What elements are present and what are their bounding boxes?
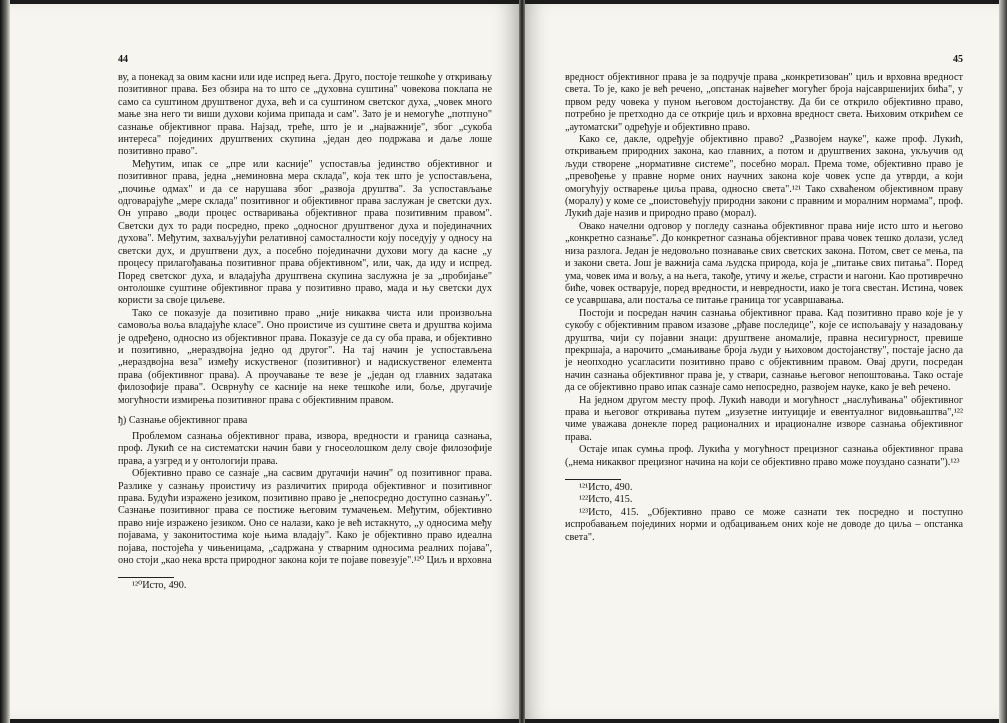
paragraph: ву, а понекад за овим касни или иде испред њега. Друго, постоје тешкоће у откривању позитивног права. Без обзира на то што се „духовна суштина" човекова поклапа не само са суштином друштвеног духа, већ и са суштином светског духа, „човек много мање зна него ти виши духови којима припада и сам". Зато је и немогуће „потпуно" сазнање објективног права. Најзад, треће, што је и „најважније", због „сукоба интереса" појединих друштвених скупина „један део подржава и даље лоше позитивно право". — [118, 72, 493, 158]
paragraph: Тако се показује да позитивно право „није никаква чиста или произвољна самовоља воља владајуће класе". Оно проистиче из суштине света и друштва којима је одређено, односно из објективног права. Показује се да су оба права, и објективно и позитивно, „нераздвојна једно од другог". На тај начин је успостављена „нераздвојна веза" између искуственог (позитивног) и надискуственог елемента права (објективног права). А проучавање те везе је „један од главних задатака филозофије права". Осврнућу се касније на неке тешкоће или, боље, другачије могућности измирења позитивног права с објективним правом. — [118, 307, 492, 406]
right-page — [525, 4, 999, 719]
paragraph: вредност објективног права је за подручје права „конкретизован" циљ и врховна вредност света. То је, како је већ речено, „опстанак највећег могућег броја најсавршенијих бића", у првом реду човека у пуном његовом достојанству. Да би се открило објективно право, потребно је претходно да се открије циљ и врховна вредност света. Њиховим открићем се „аутоматски" одређује и објективно право. — [565, 72, 963, 133]
footnote-rule — [118, 577, 174, 578]
left-page — [10, 4, 519, 719]
page-number: 45 — [953, 54, 963, 65]
book-edge-right — [999, 0, 1007, 723]
paragraph: На једном другом месту проф. Лукић наводи и могућност „наслућивања" објективног права и његовог откривања путем „изузетне интуиције и евентуалног видовњаштва",¹²² чиме уважава донекле поред рационалних и ирационалне изворе сазнања објективног права. — [565, 394, 963, 443]
section-heading: ђ) Сазнање објективног права — [118, 414, 248, 426]
footnote: ¹²²Исто, 415. — [579, 494, 633, 506]
book-edge-left — [0, 0, 10, 723]
paragraph: Како се, дакле, одређује објективно право? „Развојем науке", каже проф. Лукић, откривањем природних закона, као главних, а потом и друштвених закона, укључив од људи створене „нормативне системе", посебно морал. Према томе, објективно право је „превођење у правне норме оних научних закона које човек успе да утврди, а који омогућују остварење циља права, односно света".¹²¹ Тако схваћеном објективном праву (моралу) у коме се „поистовећују природни закони с правним и моралним нормама", проф. Лукић даје назив и природно право (морал). — [565, 134, 963, 220]
paragraph: Објективно право се сазнаје „на сасвим другачији начин" од позитивног права. Разлике у сазнању проистичу из различитих природа објективног и позитивног права. Будући изражено језиком, позитивно право је „непосредно доступно сазнању". Сазнање позитивног права се постиже његовим тумачењем. Међутим, објективно право није изражено језиком. Оно се налази, како је већ истакнуто, „у односима међу појавама, у законитостима које њима владају". Како је објективно право идеална појава, постојећа у чињеницама, „садржана у стварним односима реалних појава", оно стоји „као нека врста природног закона који те појаве повезује".¹²⁰ Циљ и врховна — [118, 468, 492, 567]
right-page-body — [565, 72, 963, 544]
footnote: ¹²⁰Исто, 490. — [132, 580, 187, 592]
page-number: 44 — [118, 54, 128, 65]
paragraph: Међутим, ипак се „пре или касније" успоставља јединство објективног и позитивног права, једна „неминовна мера склада", која тек што је успостављена, „почиње одмах" и да се нарушава због „развоја друштва". За успостављање одговарајуће „мере склада" позитивног и објективног права заслужан је светски дух. Он управо „води процес остваривања објективног права позитивним правом". Светски дух то ради посредно, преко „односног друштвеног духа и појединачних духова". Међутим, захваљујући релативној самосталности коју поседују у односу на светски дух, и друштвени дух, а посебно појединачни духови могу да касне „у процесу прилагођавања позитивног права објективном", или, чак, да иду и испред. Поред светског духа, и владајућа друштвена скупина заслужна је за „пробијање" онтолошке суштине објективног права у позитивно право, мада и њу светски дух користи за своје циљеве. — [118, 158, 492, 307]
footnote: ¹²³Исто, 415. „Објективно право се може сазнати тек посредно и поступно испробавањем појединих норми и одбацивањем оних које не доводе до циља – опстанка света". — [565, 506, 963, 543]
left-page-body — [118, 72, 492, 593]
paragraph: Остаје ипак сумња проф. Лукића у могућност прецизног сазнања објективног права („нема никаквог прецизног начина на који се објективно право може поуздано сазнати").¹²³ — [565, 444, 963, 468]
paragraph: Овако начелни одговор у погледу сазнања објективног права није исто што и његово „конкретно сазнање". До конкретног сазнања објективног права човек тешко долази, услед низа разлога. Један је недовољно познавање свих светских закона. Потом, свет се мења, па и закони света. Још је важнија сама људска природа, која је „питање свих питања". Поред ума, човек има и вољу, а на њега, такође, утичу и жеље, страсти и нагони. Као противречно биће, човек остварује, поред вредности, и невредности, иако је тога свестан. Истина, човек се усавршава, али постаља се питање граница тог усавршавања. — [565, 220, 963, 307]
footnote-rule — [565, 479, 621, 480]
paragraph: Постоји и посредан начин сазнања објективног права. Кад позитивно право које је у сукобу с објективним правом изазове „рђаве последице", које се испољавају у назадовању друштва, чији су појавни знаци: друштвене аномалије, правна несигурност, превише прекршаја, а нарочито „смањивање броја људи у њиховом достојанству", постаје јасно да је неопходно усагласити позитивно право с објективним правом. Овај други, посредан начин сазнања објективног права је, у ствари, сазнање његовог непоштовања. Тако остаје да се објективно право ипак сазнаје само непосредно, развојем науке, како је већ речено. — [565, 307, 963, 394]
footnote: ¹²¹Исто, 490. — [579, 482, 633, 493]
paragraph: Проблемом сазнања објективног права, извора, вредности и граница сазнања, проф. Лукић се на систематски начин бави у гносеолошком делу своје филозофије права, а узгред и у онтологији права. — [118, 430, 492, 467]
